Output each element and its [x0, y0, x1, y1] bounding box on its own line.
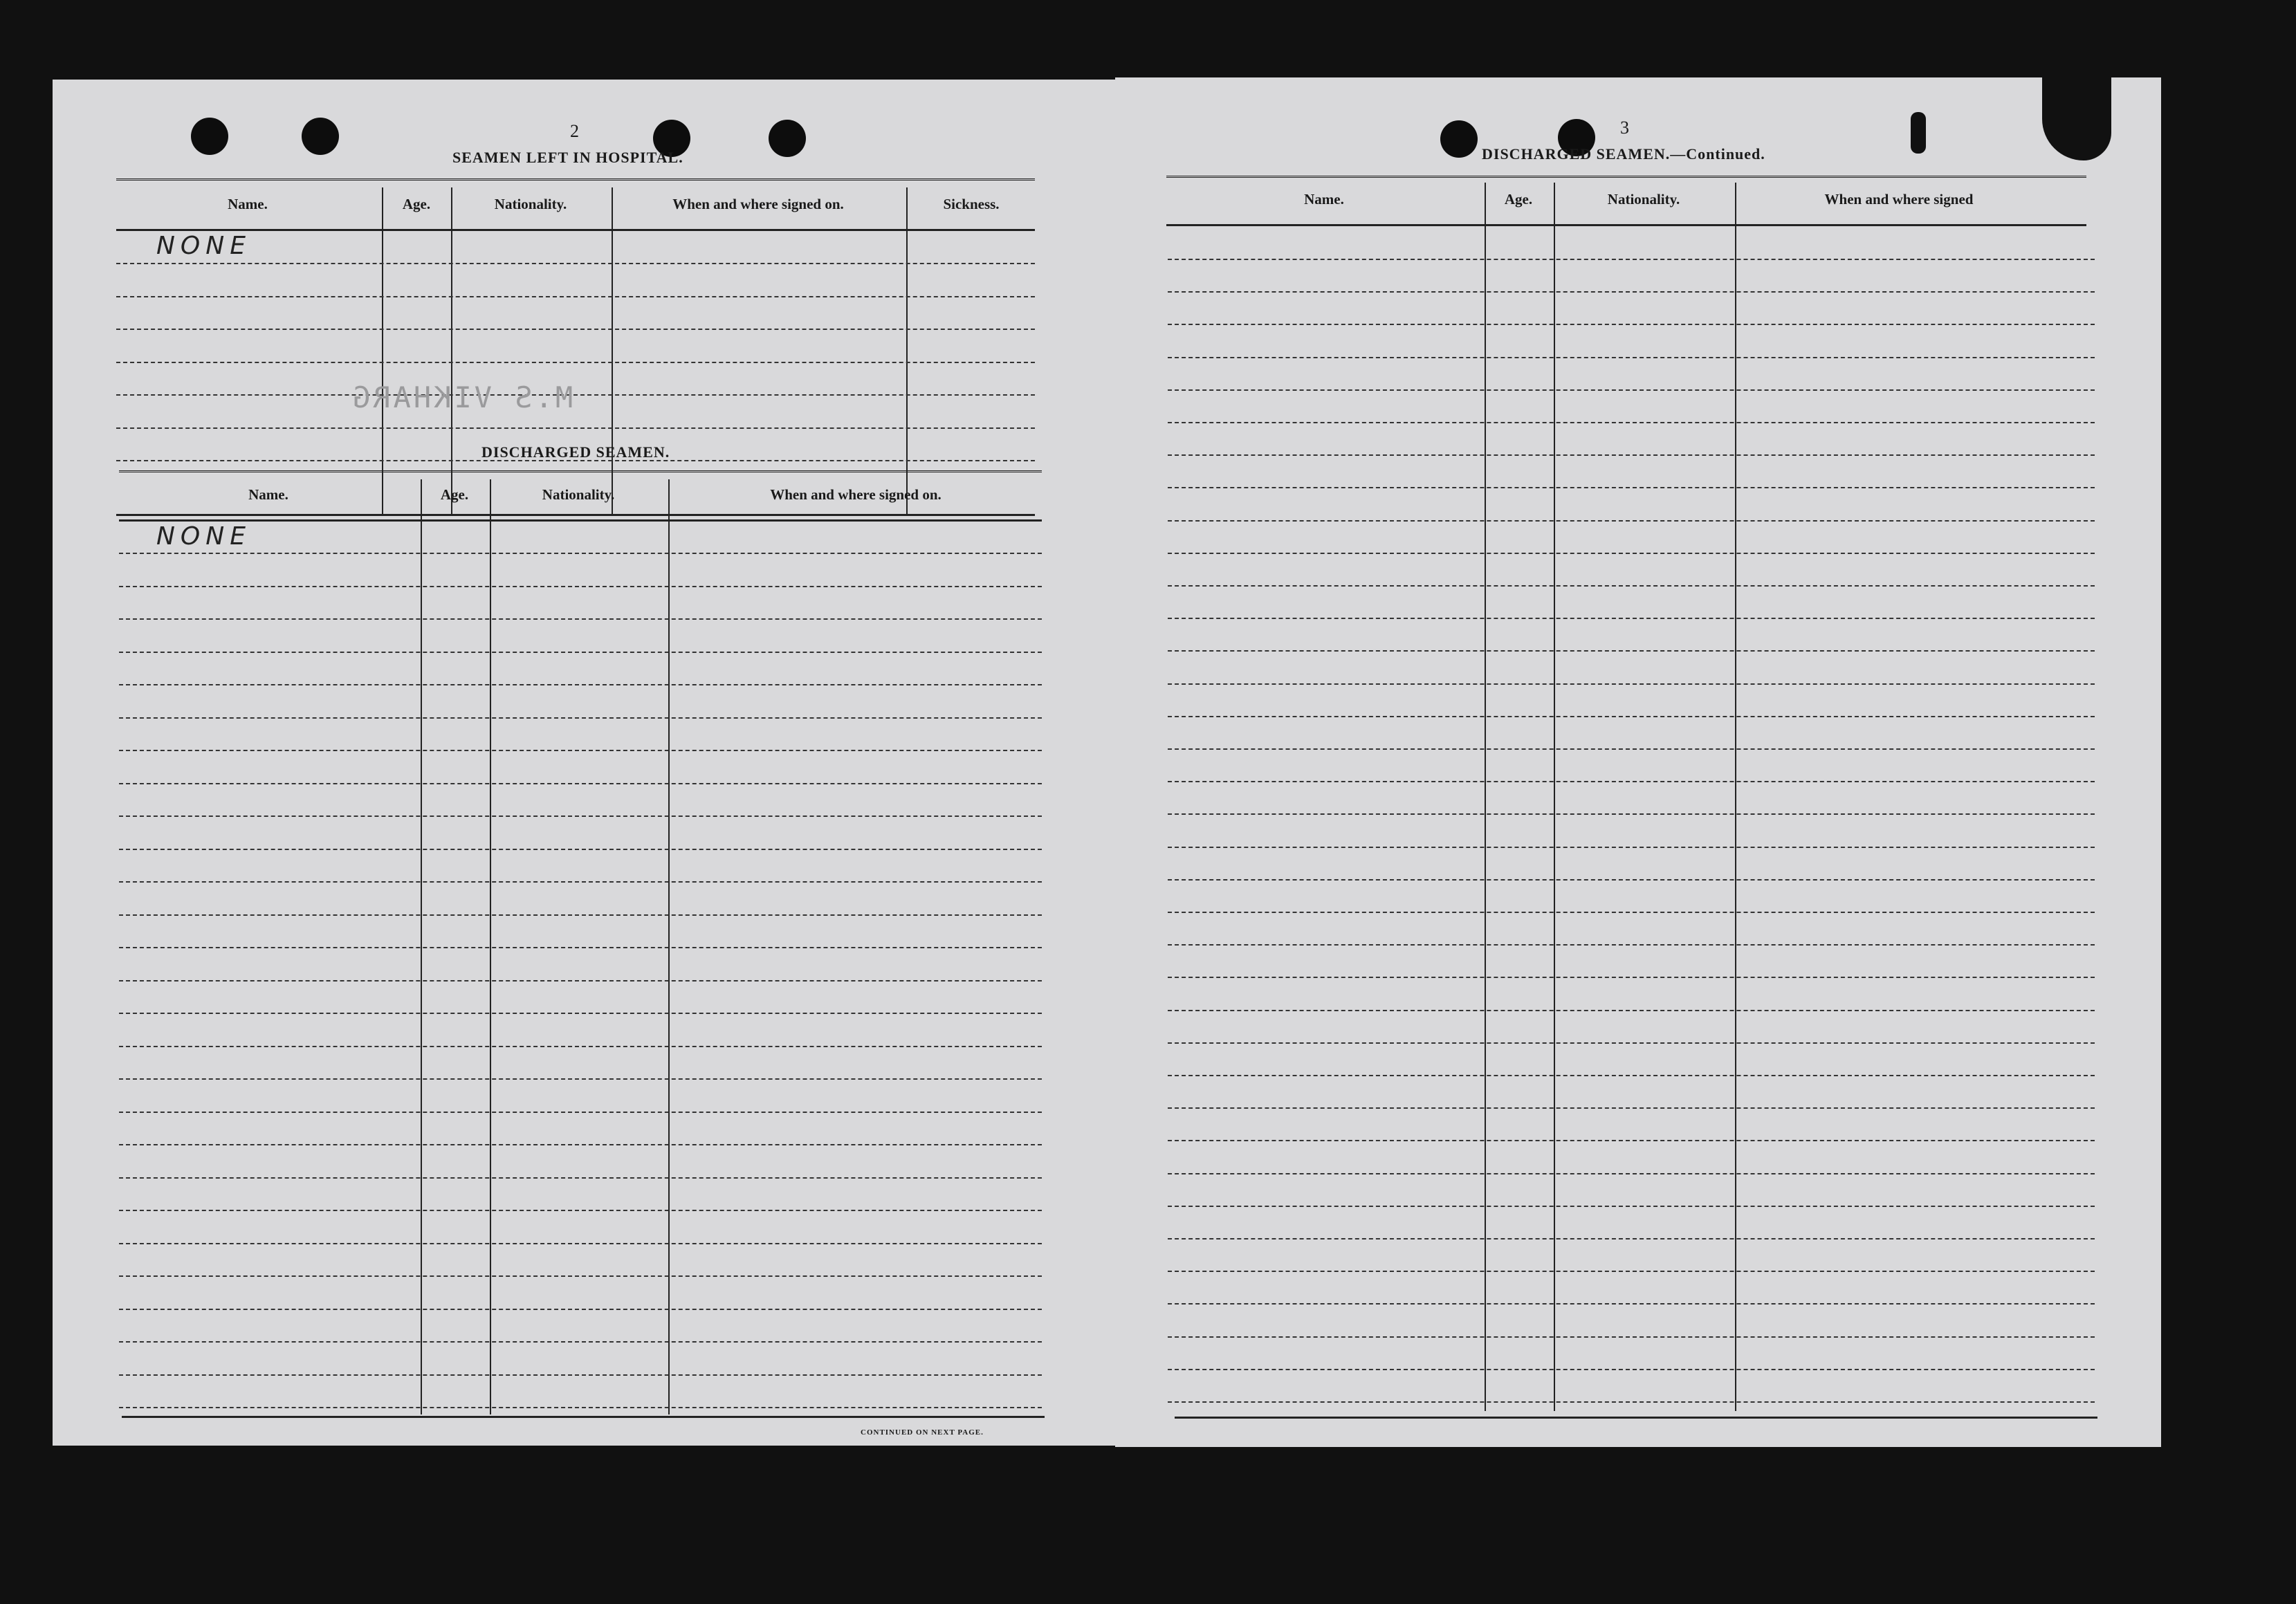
entry-line [119, 1144, 1042, 1145]
bleed-through-stamp: M.S VIKHARG [350, 380, 573, 414]
entry-line [119, 1078, 1042, 1080]
column-header-signed-on: When and where signed [1824, 191, 1974, 208]
column-header-age: Age. [440, 486, 469, 503]
discharged-section-title: DISCHARGED SEAMEN. [481, 443, 670, 461]
table-top-rule [1166, 176, 2086, 180]
entry-line [1168, 1173, 2095, 1174]
entry-line [119, 815, 1042, 817]
entry-line [1168, 912, 2095, 913]
entry-line [1168, 1271, 2095, 1272]
discharged-continued-title: DISCHARGED SEAMEN.—Continued. [1482, 145, 1765, 163]
entry-line [1168, 259, 2095, 260]
entry-line [119, 783, 1042, 784]
table-top-rule [116, 178, 1035, 183]
entry-line [1168, 1238, 2095, 1239]
entry-line [1168, 422, 2095, 423]
entry-line [119, 750, 1042, 751]
entry-line [1168, 1336, 2095, 1338]
entry-line [119, 1341, 1042, 1343]
entry-line [1168, 454, 2095, 456]
column-header-nationality: Nationality. [1607, 191, 1680, 208]
entry-line [119, 1210, 1042, 1211]
entry-line [119, 1013, 1042, 1014]
entry-line [119, 1275, 1042, 1277]
ink-blot [1911, 112, 1926, 154]
column-header-name: Name. [228, 196, 268, 212]
punch-hole [1440, 120, 1478, 158]
column-divider [612, 187, 613, 514]
header-rule [116, 229, 1035, 231]
column-divider [906, 187, 908, 514]
handwritten-entry: NONE [156, 232, 251, 260]
page-number: 2 [570, 121, 579, 141]
entry-line [119, 1177, 1042, 1179]
entry-line [1168, 291, 2095, 293]
entry-line [1168, 781, 2095, 782]
column-divider [451, 187, 452, 514]
entry-line [1168, 324, 2095, 325]
entry-line [119, 1243, 1042, 1244]
entry-line [116, 427, 1035, 429]
column-divider [1554, 183, 1555, 1411]
entry-line [1168, 389, 2095, 391]
entry-line [119, 618, 1042, 620]
column-header-signed-on: When and where signed on. [672, 196, 844, 212]
entry-line [116, 329, 1035, 330]
entry-line [1168, 748, 2095, 750]
entry-line [119, 717, 1042, 719]
entry-line [119, 652, 1042, 653]
entry-line [116, 394, 1035, 396]
column-header-nationality: Nationality. [542, 486, 615, 503]
column-header-name: Name. [248, 486, 288, 503]
torn-corner [2042, 71, 2111, 160]
page-number: 3 [1620, 118, 1629, 138]
entry-line [1168, 1303, 2095, 1305]
entry-line [119, 586, 1042, 587]
column-header-sickness: Sickness. [943, 196, 1000, 212]
entry-line [1168, 716, 2095, 717]
column-divider [1735, 183, 1736, 1411]
entry-line [1168, 357, 2095, 358]
entry-line [119, 1046, 1042, 1047]
entry-line [1168, 520, 2095, 522]
column-header-signed-on: When and where signed on. [770, 486, 942, 503]
entry-line [116, 296, 1035, 297]
entry-line [1168, 1010, 2095, 1011]
entry-line [119, 849, 1042, 850]
entry-line [1168, 977, 2095, 978]
entry-line [1168, 1107, 2095, 1109]
header-rule [119, 519, 1042, 522]
column-header-age: Age. [1504, 191, 1533, 208]
entry-line [1168, 879, 2095, 881]
entry-line [119, 553, 1042, 554]
entry-line [119, 1374, 1042, 1376]
entry-line [1168, 1401, 2095, 1403]
left-page [53, 80, 1132, 1446]
entry-line [119, 1407, 1042, 1408]
entry-line [119, 881, 1042, 883]
entry-line [119, 914, 1042, 916]
right-page [1115, 77, 2161, 1447]
column-header-nationality: Nationality. [494, 196, 567, 212]
entry-line [1168, 487, 2095, 488]
entry-line [1168, 1206, 2095, 1207]
entry-line [1168, 1140, 2095, 1141]
punch-hole [769, 120, 806, 157]
entry-line [119, 980, 1042, 981]
entry-line [1168, 847, 2095, 848]
entry-line [1168, 1075, 2095, 1076]
entry-line [119, 1112, 1042, 1113]
entry-line [1168, 944, 2095, 946]
entry-line [1168, 1369, 2095, 1370]
entry-line [1168, 650, 2095, 652]
entry-line [119, 1309, 1042, 1310]
table-top-rule [119, 470, 1042, 474]
entry-line [1168, 1042, 2095, 1044]
entry-line [116, 263, 1035, 264]
hospital-section-title: SEAMEN LEFT IN HOSPITAL. [452, 149, 683, 166]
column-divider [1485, 183, 1486, 1411]
entry-line [116, 362, 1035, 363]
column-header-name: Name. [1304, 191, 1344, 208]
header-rule [1166, 224, 2086, 226]
continued-note: CONTINUED ON NEXT PAGE. [861, 1428, 984, 1437]
entry-line [1168, 585, 2095, 587]
entry-line [1168, 813, 2095, 815]
handwritten-entry: NONE [156, 522, 251, 551]
entry-line [119, 947, 1042, 948]
entry-line [1168, 553, 2095, 554]
entry-line [119, 684, 1042, 685]
entry-line [1168, 618, 2095, 619]
entry-line [1168, 683, 2095, 685]
column-divider [382, 187, 383, 514]
column-header-age: Age. [402, 196, 431, 212]
punch-hole [302, 118, 339, 155]
table-bottom-rule [122, 1416, 1045, 1418]
punch-hole [191, 118, 228, 155]
table-bottom-rule [116, 514, 1035, 516]
table-bottom-rule [1175, 1417, 2097, 1419]
